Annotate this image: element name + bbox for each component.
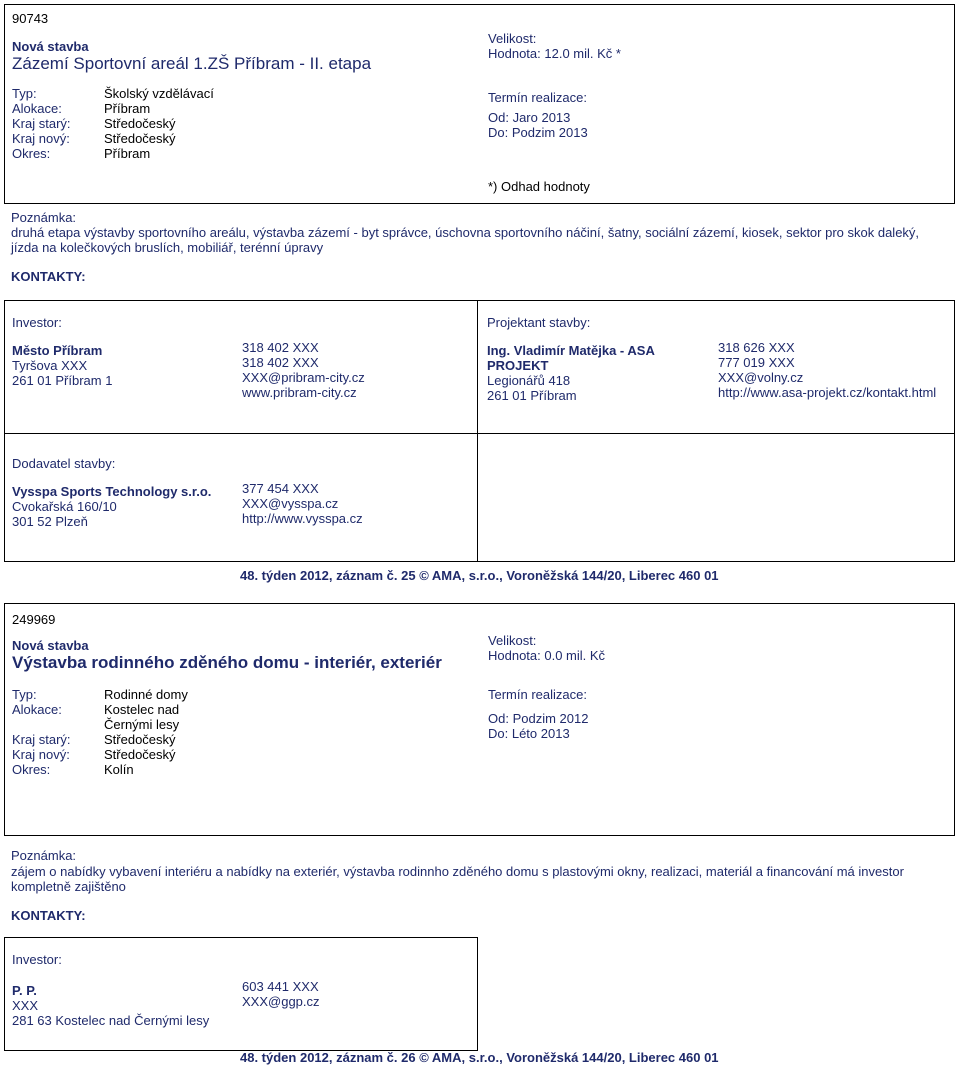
supplier-box: [4, 433, 478, 562]
investor-contacts: [242, 979, 320, 1009]
record-stage: Nová stavba: [12, 39, 89, 54]
size-block: [488, 31, 621, 61]
note-line-1: zájem o nabídky vybavení interiéru a nabídky na exteriér, výstavba rodinnho zděného domu s plastovými okny, realizaci, materiál a financování má investor: [11, 864, 904, 879]
note-line-1: druhá etapa výstavby sportovního areálu, výstavba zázemí - byt správce, úschovna sportovního náčiní, šatny, sociální zázemí, kiosek, sektor pro skok daleký,: [11, 225, 920, 240]
field-value-district: Příbram: [104, 146, 151, 161]
investor-street: Tyršova XXX: [12, 358, 88, 373]
investor-address: [12, 343, 112, 388]
term-to: Do: Léto 2013: [488, 726, 570, 741]
supplier-address: [12, 484, 211, 529]
field-label-type: Typ:: [12, 86, 37, 101]
size-block: [488, 633, 605, 663]
field-label-allocation: Alokace:: [12, 101, 62, 116]
field-value-allocation: Příbram: [104, 101, 151, 116]
supplier-phone: 377 454 XXX: [242, 481, 319, 496]
term-to: Do: Podzim 2013: [488, 125, 588, 140]
designer-email: XXX@volny.cz: [718, 370, 804, 385]
record-id: 90743: [12, 11, 49, 26]
supplier-name: Vysspa Sports Technology s.r.o.: [12, 484, 212, 499]
investor-box: [4, 300, 478, 434]
term-label: Termín realizace:: [488, 90, 587, 105]
investor-phone-1: 318 402 XXX: [242, 340, 319, 355]
record-title: Zázemí Sportovní areál 1.ZŠ Příbram - II. etapa: [12, 54, 372, 73]
field-labels: [12, 687, 71, 777]
investor-label: Investor:: [12, 315, 62, 330]
size-label: Velikost:: [488, 31, 537, 46]
note-line-2: jízda na kolečkových bruslích, mobiliář, terénní úpravy: [11, 240, 324, 255]
field-value-old-region: Středočeský: [104, 116, 176, 131]
investor-city: 261 01 Příbram 1: [12, 373, 113, 388]
supplier-contacts: [242, 481, 363, 526]
designer-city: 261 01 Příbram: [487, 388, 577, 403]
field-value-allocation: Kostelec nad: [104, 702, 180, 717]
note-text: [11, 864, 904, 894]
field-label-new-region: Kraj nový:: [12, 131, 70, 146]
designer-label: Projektant stavby:: [487, 315, 591, 330]
designer-name-1: Ing. Vladimír Matějka - ASA: [487, 343, 655, 358]
record-header-box: [4, 4, 955, 204]
note-label: Poznámka:: [11, 848, 77, 863]
investor-box: [4, 937, 478, 1051]
field-label-type: Typ:: [12, 687, 37, 702]
record-stage: Nová stavba: [12, 638, 89, 653]
term-label: Termín realizace:: [488, 687, 587, 702]
size-label: Velikost:: [488, 633, 537, 648]
term-block: [488, 711, 588, 741]
note-label: Poznámka:: [11, 210, 77, 225]
field-labels: [12, 86, 71, 161]
designer-name-2: PROJEKT: [487, 358, 549, 373]
investor-phone-2: 318 402 XXX: [242, 355, 319, 370]
field-label-old-region: Kraj starý:: [12, 732, 71, 747]
record-id: 249969: [12, 612, 56, 627]
term-block: [488, 110, 588, 140]
record-footer: 48. týden 2012, záznam č. 25 © AMA, s.r.o., Voroněžská 144/20, Liberec 460 01: [240, 568, 719, 583]
field-value-type: Rodinné domy: [104, 687, 188, 702]
field-value-allocation-cont: Černými lesy: [104, 717, 180, 732]
value-text: Hodnota: 0.0 mil. Kč: [488, 648, 606, 663]
contacts-label: KONTAKTY:: [11, 908, 86, 923]
empty-box: [477, 433, 955, 562]
field-label-district: Okres:: [12, 762, 51, 777]
field-values: [104, 687, 188, 777]
supplier-street: Cvokařská 160/10: [12, 499, 117, 514]
designer-box: [477, 300, 955, 434]
field-label-blank: [12, 717, 71, 732]
contacts-label: KONTAKTY:: [11, 269, 86, 284]
supplier-web: http://www.vysspa.cz: [242, 511, 363, 526]
field-value-old-region: Středočeský: [104, 732, 176, 747]
designer-street: Legionářů 418: [487, 373, 571, 388]
designer-web: http://www.asa-projekt.cz/kontakt.html: [718, 385, 937, 400]
designer-address: [487, 343, 655, 403]
record-header-box: [4, 603, 955, 836]
supplier-email: XXX@vysspa.cz: [242, 496, 339, 511]
investor-name: Město Příbram: [12, 343, 103, 358]
field-label-allocation: Alokace:: [12, 702, 62, 717]
field-value-new-region: Středočeský: [104, 131, 176, 146]
investor-name: P. P.: [12, 983, 37, 998]
investor-address: [12, 983, 209, 1028]
estimate-note: *) Odhad hodnoty: [488, 179, 590, 194]
investor-label: Investor:: [12, 952, 62, 967]
investor-contacts: [242, 340, 365, 400]
value-text: Hodnota: 12.0 mil. Kč *: [488, 46, 621, 61]
supplier-city: 301 52 Plzeň: [12, 514, 88, 529]
note-text: [11, 225, 919, 255]
term-from: Od: Podzim 2012: [488, 711, 589, 726]
investor-city: 281 63 Kostelec nad Černými lesy: [12, 1013, 210, 1028]
designer-phone-1: 318 626 XXX: [718, 340, 795, 355]
note-line-2: kompletně zajištěno: [11, 879, 126, 894]
field-value-type: Školský vzdělávací: [104, 86, 214, 101]
record-footer: 48. týden 2012, záznam č. 26 © AMA, s.r.o., Voroněžská 144/20, Liberec 460 01: [240, 1050, 719, 1065]
field-value-new-region: Středočeský: [104, 747, 176, 762]
field-values: [104, 86, 214, 161]
field-value-district: Kolín: [104, 762, 134, 777]
record-title: Výstavba rodinného zděného domu - interiér, exteriér: [12, 653, 442, 672]
field-label-district: Okres:: [12, 146, 51, 161]
designer-phone-2: 777 019 XXX: [718, 355, 795, 370]
designer-contacts: [718, 340, 936, 400]
field-label-old-region: Kraj starý:: [12, 116, 71, 131]
investor-email: XXX@pribram-city.cz: [242, 370, 365, 385]
investor-email: XXX@ggp.cz: [242, 994, 320, 1009]
field-label-new-region: Kraj nový:: [12, 747, 70, 762]
supplier-label: Dodavatel stavby:: [12, 456, 116, 471]
investor-web: www.pribram-city.cz: [242, 385, 357, 400]
investor-street: XXX: [12, 998, 39, 1013]
investor-phone-1: 603 441 XXX: [242, 979, 319, 994]
term-from: Od: Jaro 2013: [488, 110, 571, 125]
